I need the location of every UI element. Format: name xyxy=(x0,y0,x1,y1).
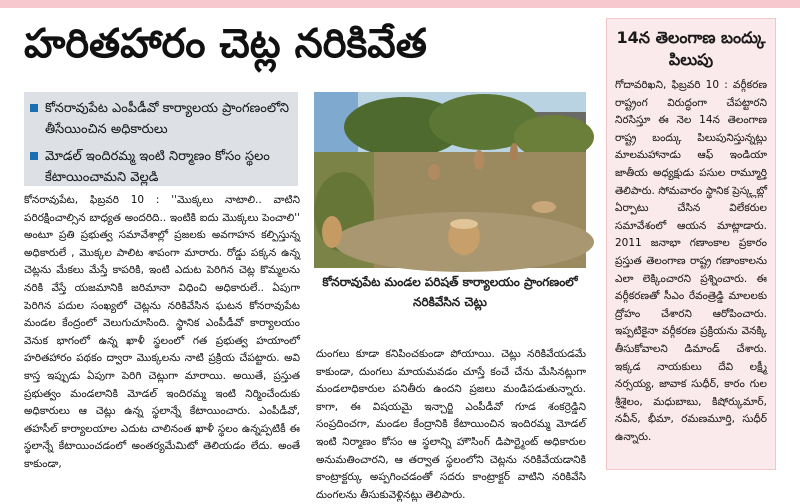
subhead-text: కోనరావుపేట ఎంపీడీవో కార్యాలయ ప్రాంగణంలోని తీసేయించిన అధికారులు xyxy=(45,101,290,137)
subhead-text: మోడల్ ఇందిరమ్మ ఇంటి నిర్మాణం కోసం స్థలం కేటాయించామని వెల్లడి xyxy=(45,149,270,185)
square-bullet-icon xyxy=(30,152,38,160)
photo-caption: కోనరావుపేట మండల పరిషత్ కార్యాలయం ప్రాంగణంలో నరికివేసిన చెట్లు xyxy=(322,275,578,309)
article-paragraph: దుంగలు కూడా కనిపించకుండా పోయాయి. చెట్లు నరికివేయడమే కాకుండా, దుంగలు మాయమవడం చూస్తే కంచే చేను మేసినట్లుగా మండలాధికారుల పనితీరు ఉందని ప్రజలు మండిపడుతున్నారు. కాగా, ఈ విషయమై ఇన్చార్జి ఎంపీడీవో గూడ శంకర్రెడ్డిని సంప్రదించగా, మండల కేంద్రానికి కేటాయించిన ఇందిరమ్మ మోడల్ ఇంటి నిర్మాణం కోసం ఆ స్థలాన్ని హౌసింగ్ డిపార్ట్మెంట్ అధికారుల అనుమతించారని, ఆ తర్వాత స్థలంలోని చెట్లను నరికివేయడానికి కాంట్రాక్టర్కు అప్పగించడంతో సదరు కాంట్రాక్టర్ వాటిని నరికివేసి దుంగలను తీసుకువెళ్లినట్లు తెలిపారు. xyxy=(316,348,586,501)
subhead-item xyxy=(30,146,292,188)
square-bullet-icon xyxy=(30,104,38,112)
article-left-column xyxy=(24,192,300,492)
sidebar-news-box xyxy=(606,18,776,470)
top-color-strip xyxy=(0,0,800,8)
page-headline: హరితహారం చెట్ల నరికివేత xyxy=(24,21,427,67)
article-middle-column xyxy=(316,346,586,501)
subhead-box xyxy=(24,92,298,186)
sidebar-title: 14న తెలంగాణ బంద్కు పిలుపు xyxy=(616,28,766,69)
subhead-item xyxy=(30,98,292,140)
tree-stumps-photo xyxy=(314,92,586,268)
sidebar-body: గోదావరిఖని, ఫిబ్రవరి 10 : వర్గీకరణ రాష్ట్రంగ విరుద్ధంగా చేపట్టారని నిరసిస్తూ ఈ నెల 14న తెలంగాణ రాష్ట్ర బంద్కు పిలుపునిస్తున్నట్లు మాలమహానాడు ఆఫ్ ఇండియా జాతీయ అధ్యక్షుడు పసుల రామ్మూర్తి తెలిపారు. సోమవారం స్థానిక ప్రెస్క్లబ్లో ఏర్పాటు చేసిన విలేకరుల సమావేశంలో ఆయన మాట్లాడారు. 2011 జనాభా గణాంకాల ప్రకారం ప్రస్తుత తెలంగాణ రాష్ట్ర గణాంకాలను ఎలా లెక్కించారని ప్రశ్నించారు. ఈ వర్గీకరణతో సీఎం రేవంత్రెడ్డి మాలలకు ద్రోహం చేశారని ఆరోపించారు. ఇప్పటికైనా వర్గీకరణ ప్రక్రియను వెనక్కి తీసుకోవాలని డిమాండ్ చేశారు. ఇక్కడ నాయకులు దేవి లక్ష్మీ నర్సయ్య, జావాక సుధీర్, కారం గుల శ్రీశైలం, మధుబాబు, కిషోర్కుమార్, నవీన్, భీమా, రమణమూర్తి, సుధీర్ ఉన్నారు. xyxy=(615,79,768,443)
photo-illustration xyxy=(314,92,586,268)
article-paragraph: కోనరావుపేట, ఫిబ్రవరి 10 : ''మొక్కలు నాటాలి.. వాటిని పరిరక్షించాల్సిన బాధ్యత అందరిది.. ఇంటికి ఐదు మొక్కలు పెంచాలి'' అంటూ ప్రతి ప్రభుత్వ సమావేశాల్లో ప్రజలకు అవగాహన కల్పిస్తున్న అధికారులే , మొక్కల పాలిట శాపంగా మారారు. రోడ్డు పక్కన ఉన్న చెట్లను మేకలు మేస్తే కాపరికి, ఇంటి ఎదుట పెరిగిన చెట్ల కొమ్మలను నరికి వేస్తే యజమానికి జరిమానా విధించి అధికారులే.. ఏపుగా పెరిగిన పదుల సంఖ్యలో చెట్లను నరికివేసిన ఘటన కోనరావుపేట మండల కేంద్రంలో వెలుగుచూసింది. స్థానిక ఎంపీడీవో కార్యాలయం వెనుక భాగంలో ఉన్న ఖాళీ స్థలంలో గత ప్రభుత్వ హయాంలో హరితహారం పథకం ద్వారా మొక్కలను నాటి ప్రక్రియ చేపట్టారు. అవి కాస్త ఇప్పుడు ఏపుగా పెరిగి చెట్లుగా మారాయి. అయితే, ప్రస్తుత ప్రభుత్వం మండలానికి మోడల్ ఇందిరమ్మ ఇంటి నిర్మించేందుకు అధికారులు ఆ చెట్లు ఉన్న స్థలాన్నే కేటాయించారు. ఎంపీడీవో, తహసీల్ కార్యాలయాల ఎదుట చాలినంత ఖాళీ స్థలం ఉన్నప్పటికీ ఈ స్థలాన్నే కేటాయించడంలో అంతర్యమేమిటో తెలియడం లేదు. అంతే కాకుండా, xyxy=(24,194,300,470)
